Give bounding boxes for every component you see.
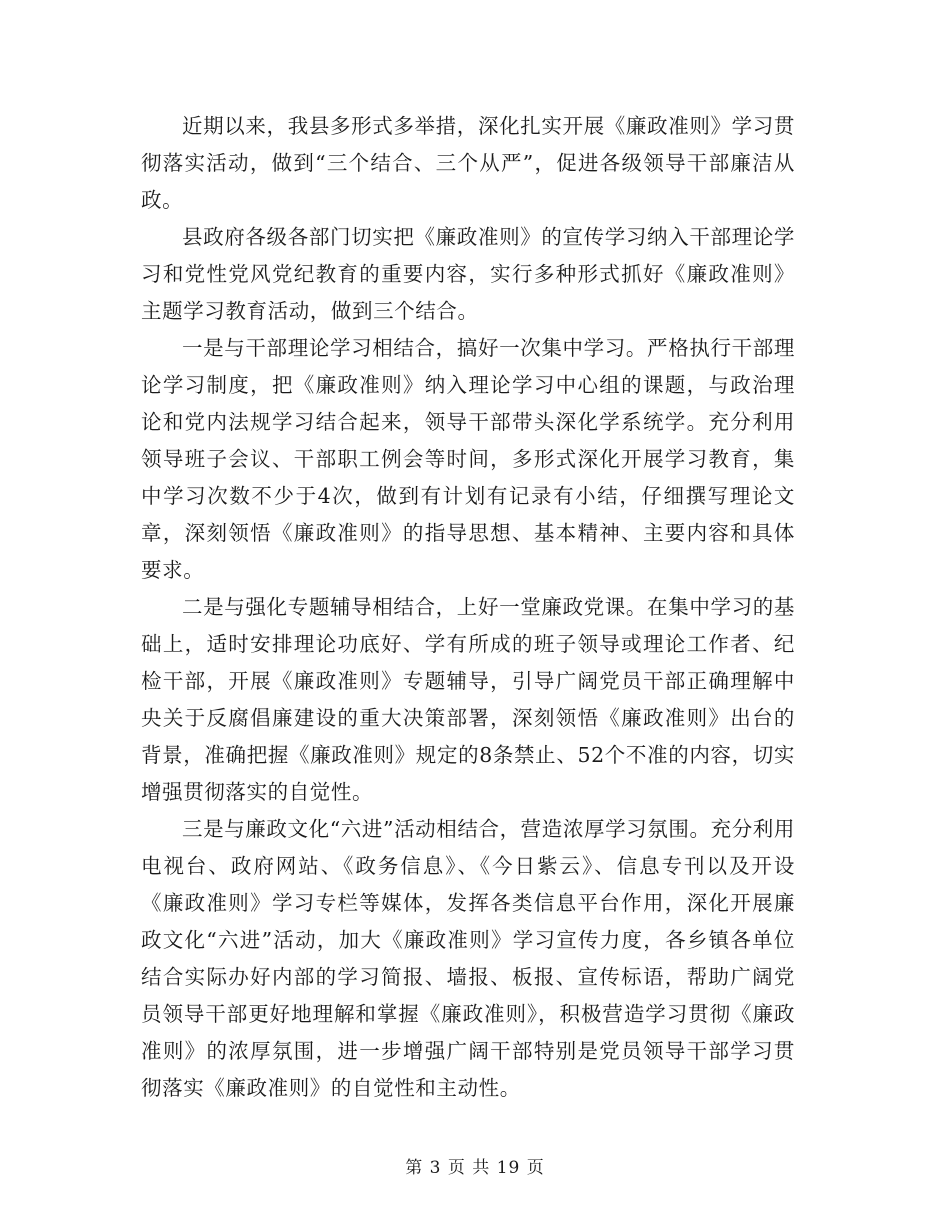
page-footer	[0, 1153, 950, 1178]
paragraph-overview: 县政府各级各部门切实把《廉政准则》的宣传学习纳入干部理论学习和党性党风党纪教育的重要内容，实行多种形式抓好《廉政准则》主题学习教育活动，做到三个结合。	[141, 225, 795, 323]
document-body	[141, 108, 795, 1107]
page-number: 第 3 页 共 19 页	[405, 1158, 545, 1178]
paragraph-intro: 近期以来，我县多形式多举措，深化扎实开展《廉政准则》学习贯彻落实活动，做到“三个结合、三个从严”，促进各级领导干部廉洁从政。	[141, 114, 795, 212]
paragraph-point-three: 三是与廉政文化“六进”活动相结合，营造浓厚学习氛围。充分利用电视台、政府网站、《政务信息》、《今日紫云》、信息专刊以及开设《廉政准则》学习专栏等媒体，发挥各类信息平台作用，深化开展廉政文化“六进”活动，加大《廉政准则》学习宣传力度，各乡镇各单位结合实际办好内部的学习简报、墙报、板报、宣传标语，帮助广阔党员领导干部更好地理解和掌握《廉政准则》，积极营造学习贯彻《廉政准则》的浓厚氛围，进一步增强广阔干部特别是党员领导干部学习贯彻落实《廉政准则》的自觉性和主动性。	[141, 817, 795, 1100]
paragraph-point-two: 二是与强化专题辅导相结合，上好一堂廉政党课。在集中学习的基础上，适时安排理论功底好、学有所成的班子领导或理论工作者、纪检干部，开展《廉政准则》专题辅导，引导广阔党员干部正确理解中央关于反腐倡廉建设的重大决策部署，深刻领悟《廉政准则》出台的背景，准确把握《廉政准则》规定的8条禁止、52个不准的内容，切实增强贯彻落实的自觉性。	[141, 595, 795, 804]
paragraph-point-one: 一是与干部理论学习相结合，搞好一次集中学习。严格执行干部理论学习制度，把《廉政准则》纳入理论学习中心组的课题，与政治理论和党内法规学习结合起来，领导干部带头深化学系统学。充分利用领导班子会议、干部职工例会等时间，多形式深化开展学习教育，集中学习次数不少于4次，做到有计划有记录有小结，仔细撰写理论文章，深刻领悟《廉政准则》的指导思想、基本精神、主要内容和具体要求。	[141, 336, 795, 582]
